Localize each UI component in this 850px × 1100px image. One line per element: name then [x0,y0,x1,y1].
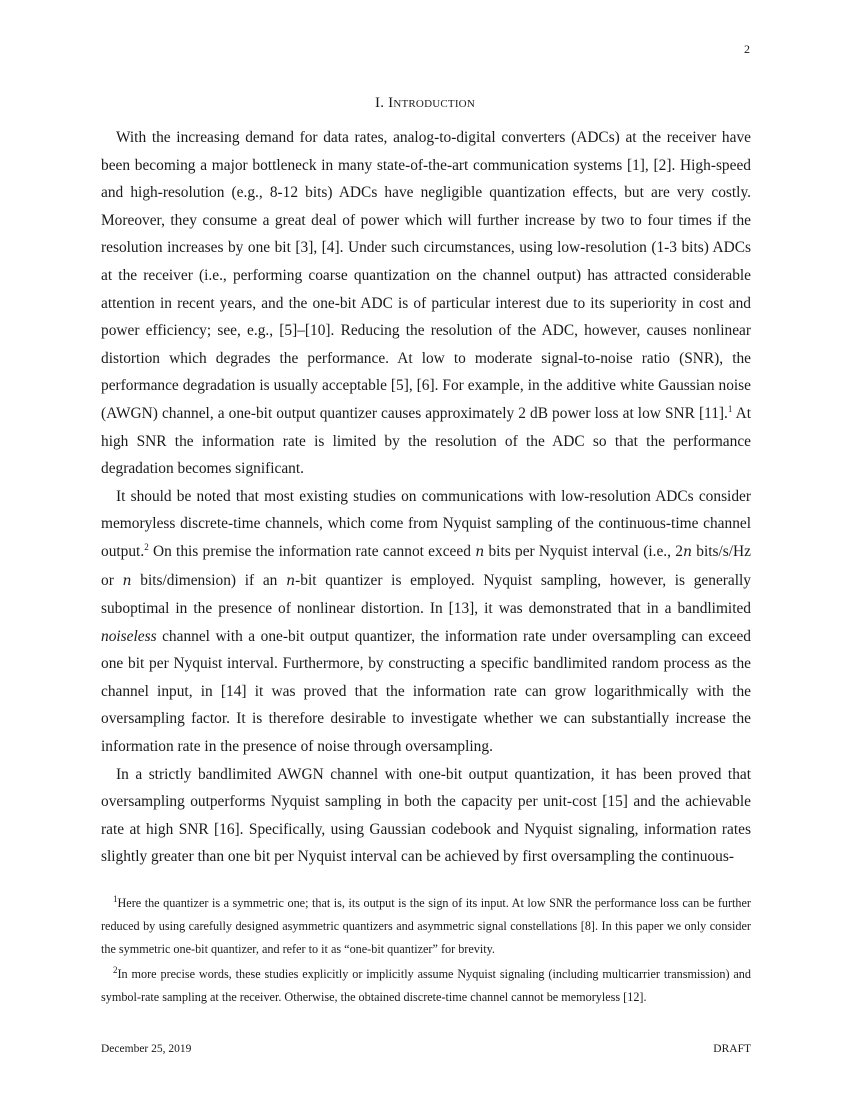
footnote-ref-2: 2 [144,541,149,552]
section-title [388,95,475,111]
math-n: n [682,543,692,560]
section-heading [0,95,850,112]
footnote-1 [101,892,751,961]
paragraph-2-text-b: On this premise the information rate cannot exceed [148,542,476,560]
footnote-1-mark: 1 [113,893,118,904]
footnote-2-mark: 2 [113,964,118,975]
footnote-1-text: Here the quantizer is a symmetric one; that is, its output is the sign of its input. At low SNR the performance loss can be further reduced by using carefully designed asymmetric quantizers and asymmetric signal constellations [8]. In this paper we only consider the symmetric one-bit quantizer, and refer to it as “one-bit quantizer” for brevity. [101,896,751,956]
paragraph-2-text-g: channel with a one-bit output quantizer, the information rate under oversampling can exceed one bit per Nyquist interval. Furthermore, by constructing a specific bandlimited random process as the channel input, in [14] it was proved that the information rate can grow logarithmically with the oversampling factor. It is therefore desirable to investigate whether we can substantially increase the information rate in the presence of noise through oversampling. [101,627,751,756]
paragraph-1-text-b: At high SNR the information rate is limited by the resolution of the ADC so that the performance degradation becomes significant. [101,404,752,478]
footnotes [101,892,751,1011]
body-text [101,124,751,871]
math-n: n [286,572,296,589]
page-footer [101,1043,751,1055]
paragraph-2 [101,483,751,761]
footnote-ref-1: 1 [727,403,733,414]
section-number: I. [375,95,385,111]
footnote-2 [101,963,751,1009]
paragraph-2-text-d: bits/s/Hz or [101,542,751,589]
paragraph-2-text-a: It should be noted that most existing studies on communications with low-resolution ADCs consider memoryless discrete-time channels, which come from Nyquist sampling of the continuous-time channel output. [101,487,751,560]
footer-status: DRAFT [713,1043,751,1055]
math-n: n [475,543,485,560]
paragraph-1-text-a: With the increasing demand for data rates, analog-to-digital converters (ADCs) at the receiver have been becoming a major bottleneck in many state-of-the-art communication systems [1], [2]. High-speed and high-resolution (e.g., 8-12 bits) ADCs have negligible quantization effects, but are very costly. Moreover, they consume a great deal of power which will further increase by two to four times if the resolution increases by one bit [3], [4]. Under such circumstances, using low-resolution (1-3 bits) ADCs at the receiver (i.e., performing coarse quantization on the channel output) has attracted considerable attention in recent years, and the one-bit ADC is of particular interest due to its superiority in cost and power efficiency; see, e.g., [5]–[10]. Reducing the resolution of the ADC, however, causes nonlinear distortion which degrades the performance. At low to moderate signal-to-noise ratio (SNR), the performance degradation is usually acceptable [5], [6]. For example, in the additive white Gaussian noise (AWGN) channel, a one-bit output quantizer causes approximately 2 dB power loss at low SNR [11]. [101,129,751,422]
paragraph-2-text-e: bits/dimension) if an [131,571,287,589]
section-title-rest: ntroduction [393,95,475,111]
section-title-initial: I [388,95,394,111]
page-number: 2 [744,42,750,56]
emphasis-noiseless: noiseless [101,627,157,645]
footer-date: December 25, 2019 [101,1043,192,1055]
paragraph-2-text-f: -bit quantizer is employed. Nyquist sampling, however, is generally suboptimal in the presence of nonlinear distortion. In [13], it was demonstrated that in a bandlimited [101,571,751,618]
footnote-2-text: In more precise words, these studies explicitly or implicitly assume Nyquist signaling (including multicarrier transmission) and symbol-rate sampling at the receiver. Otherwise, the obtained discrete-time channel cannot be memoryless [12]. [101,967,751,1004]
paragraph-2-text-c: bits per Nyquist interval (i.e., 2 [484,542,683,560]
paragraph-1 [101,124,751,483]
paragraph-3: In a strictly bandlimited AWGN channel with one-bit output quantization, it has been proved that oversampling outperforms Nyquist sampling in both the capacity per unit-cost [15] and the achievable rate at high SNR [16]. Specifically, using Gaussian codebook and Nyquist signaling, information rates slightly greater than one bit per Nyquist interval can be achieved by first oversampling the continuous- [101,765,751,866]
math-n: n [122,572,132,589]
